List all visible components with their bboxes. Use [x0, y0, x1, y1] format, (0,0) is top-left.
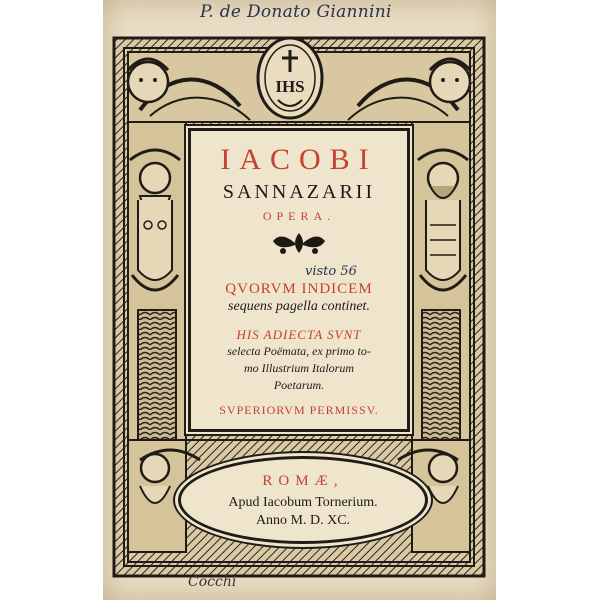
ihs-emblem: IHS	[275, 77, 305, 96]
work-title: OPERA.	[262, 209, 336, 223]
fleuron-ornament	[269, 229, 329, 257]
addenda-line-2: selecta Poëmata, ex primo to-	[227, 344, 371, 358]
addenda-line-3: mo Illustrium Italorum	[243, 361, 354, 375]
title-panel	[188, 128, 410, 432]
permission-line: SVPERIORVM PERMISSV.	[219, 403, 379, 417]
imprint-printer: Apud Iacobum Tornerium.	[228, 495, 378, 510]
author-forename: IACOBI	[220, 143, 378, 176]
contents-note: sequens pagella continet.	[228, 299, 370, 314]
signature: Cocchi	[188, 574, 237, 590]
imprint-city: ROMÆ,	[262, 473, 344, 489]
addenda-line-4: Poetarum.	[273, 378, 325, 392]
marginal-note: visto 56	[305, 264, 357, 279]
addenda-heading: HIS ADIECTA SVNT	[236, 327, 362, 342]
author-surname: SANNAZARII	[222, 181, 376, 203]
contents-heading: QVORVM INDICEM	[225, 281, 373, 297]
ownership-inscription: P. de Donato Giannini	[200, 2, 392, 22]
imprint-year: Anno M. D. XC.	[255, 513, 351, 528]
imprint-cartouche	[178, 456, 428, 544]
